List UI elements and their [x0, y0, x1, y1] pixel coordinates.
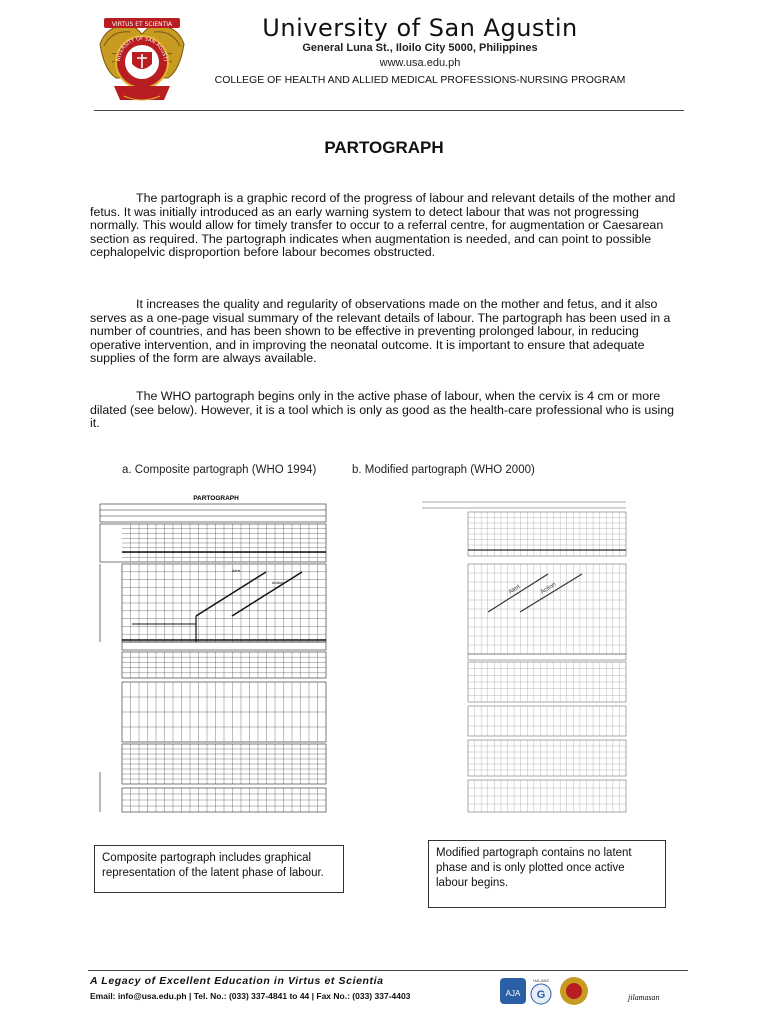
- alert-label-a: Alert: [232, 568, 241, 573]
- alert-label-b: Alert: [507, 584, 522, 596]
- university-website[interactable]: www.usa.edu.ph: [379, 57, 461, 69]
- crest-ring-text: NIVERSITY OF SAN AGUSTI: [115, 35, 168, 62]
- svg-text:AJA: AJA: [505, 989, 521, 998]
- figure-b-label: b. Modified partograph (WHO 2000): [352, 464, 535, 476]
- composite-partograph-figure: [96, 492, 332, 816]
- footer-motto: A Legacy of Excellent Education in Virtus et Scientia: [90, 975, 384, 987]
- modified-partograph-figure: [418, 494, 630, 816]
- svg-text:G: G: [536, 989, 546, 1001]
- university-crest-logo: [94, 12, 190, 108]
- certification-logo-icon: [531, 984, 551, 1004]
- figure-a-caption: Composite partograph includes graphical representation of the latent phase of labour.: [94, 845, 344, 893]
- action-label-a: Action: [272, 580, 284, 585]
- alert-line-b: [488, 574, 548, 612]
- crest-motto-text: VIRTUS ET SCIENTIA: [111, 21, 173, 28]
- accreditation-logos: [498, 974, 598, 1008]
- page-title: PARTOGRAPH: [324, 138, 444, 157]
- university-name: University of San Agustin: [262, 14, 578, 42]
- action-line-a: [232, 572, 302, 616]
- footer-signature: jilamasan: [628, 993, 660, 1002]
- action-line-b: [520, 574, 582, 612]
- paragraph-2-text: It increases the quality and regularity of observations made on the mother and fetus, and it also serves as a one-page visual summary of the relevant details of labour. The partograph has been used in a number of countries, and has been shown to be effective in preventing prolonged labour, in reducing operative intervention, and in improving the neonatal outcome. It is important to ensure that adequate supplies of the form are always available.: [90, 297, 671, 366]
- crest-small-icon: [560, 977, 588, 1005]
- figure-a-label: a. Composite partograph (WHO 1994): [122, 464, 317, 476]
- paragraph-3: [90, 390, 680, 431]
- footer-contact: Email: info@usa.edu.ph | Tel. No.: (033) 337-4841 to 44 | Fax No.: (033) 337-4403: [90, 991, 411, 1001]
- header-divider: [94, 110, 684, 111]
- action-label-b: Action: [539, 581, 558, 596]
- paragraph-1-text: The partograph is a graphic record of the progress of labour and relevant details of the mother and fetus. It was initially introduced as an early warning system to detect labour that was not progressing normally. This would allow for timely transfer to occur to a referral centre, for augmentation or Caesarean section as required. The partograph indicates when augmentation is needed, and can point to possible cephalopelvic disproportion before labour becomes obstructed.: [90, 191, 676, 260]
- partograph-title: PARTOGRAPH: [193, 495, 239, 502]
- figure-b-caption: Modified partograph contains no latent phase and is only plotted once active labour begins.: [428, 840, 666, 908]
- ias-anz-logo-label: IAS-ANZ: [533, 978, 549, 983]
- paragraph-1: [90, 192, 680, 260]
- college-name: COLLEGE OF HEALTH AND ALLIED MEDICAL PROFESSIONS-NURSING PROGRAM: [214, 74, 626, 86]
- alert-line-a: [196, 572, 266, 616]
- paragraph-3-text: The WHO partograph begins only in the active phase of labour, when the cervix is 4 cm or more dilated (see below). However, it is a tool which is only as good as the health-care professional who is using it.: [90, 389, 675, 431]
- footer-divider: [88, 970, 688, 971]
- aja-logo-icon: [500, 978, 526, 1004]
- paragraph-2: [90, 298, 680, 366]
- university-address: General Luna St., Iloilo City 5000, Philippines: [302, 42, 538, 54]
